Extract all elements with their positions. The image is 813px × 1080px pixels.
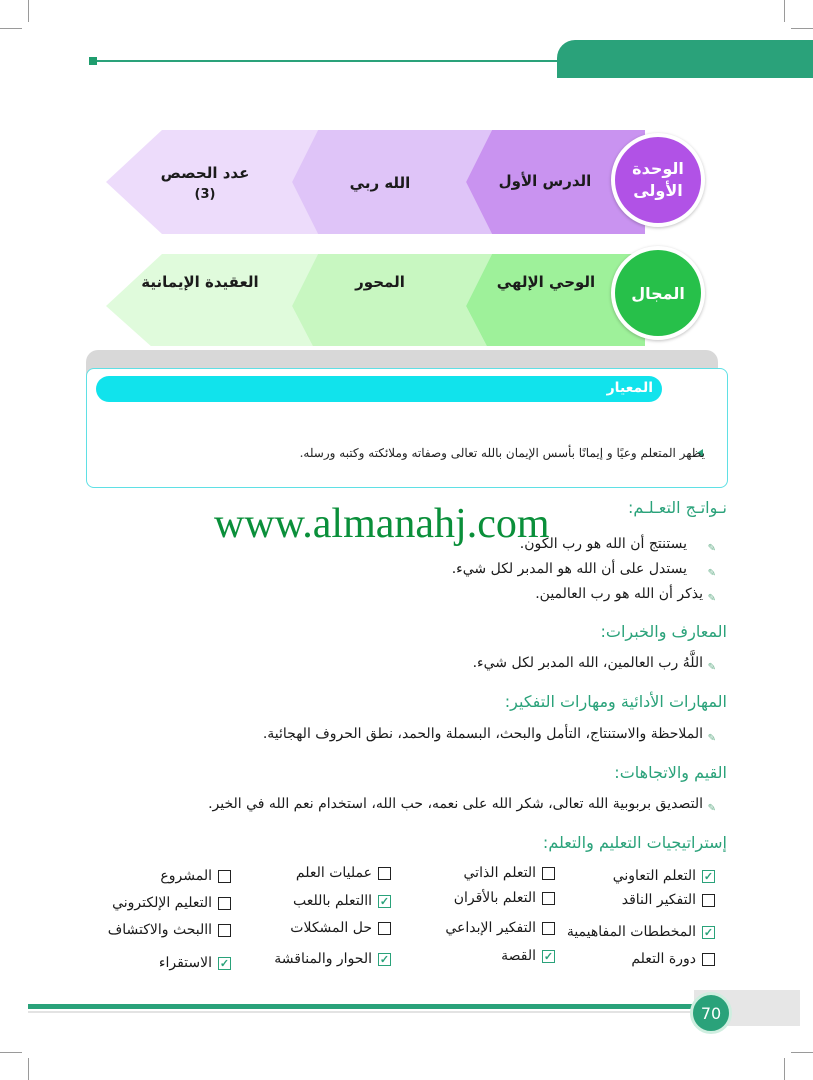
check-icon: ✓: [219, 956, 230, 970]
strategy-checkbox[interactable]: [296, 865, 391, 881]
values-heading: القيم والاتجاهات:: [614, 763, 727, 782]
checkbox-empty-icon: [218, 924, 231, 937]
crop-mark: [784, 1058, 785, 1080]
checkbox-empty-icon: [218, 897, 231, 910]
pencil-icon: ✎: [707, 543, 716, 554]
strategy-label: القصة: [501, 948, 536, 964]
crop-mark: [791, 28, 813, 29]
strategy-checkbox[interactable]: [112, 895, 231, 911]
check-icon: ✓: [379, 952, 390, 966]
values-text: التصديق بربوبية الله تعالى، شكر الله على نعمه، حب الله، استخدام نعم الله في الخير.: [208, 796, 703, 812]
unit-circle: [611, 133, 705, 227]
strategy-checkbox[interactable]: [613, 868, 715, 884]
strategy-checkbox[interactable]: [501, 948, 555, 964]
strategy-checkbox[interactable]: [108, 922, 231, 938]
outcomes-heading: نـواتـج التعـلـم:: [628, 498, 727, 517]
strategy-checkbox[interactable]: [290, 920, 391, 936]
domain-label: المجال: [631, 283, 685, 303]
crop-mark: [791, 1052, 813, 1053]
knowledge-heading: المعارف والخبرات:: [600, 622, 727, 641]
strategy-checkbox[interactable]: [445, 920, 555, 936]
strategy-label: التعليم الإلكتروني: [112, 895, 212, 911]
strategy-label: دورة التعلم: [631, 951, 696, 967]
strategy-label: االتعلم باللعب: [293, 893, 372, 909]
knowledge-text: اللَّهُ رب العالمين، الله المدبر لكل شيء.: [472, 655, 703, 671]
header-dot: [89, 57, 97, 65]
outcome-item: يستنتج أن الله هو رب الكون.: [519, 536, 687, 552]
lesson-label: الدرس الأول: [498, 172, 592, 190]
checkbox-empty-icon: [542, 867, 555, 880]
page-number: 70: [690, 992, 732, 1034]
unit-line1: الوحدة: [632, 159, 684, 178]
checkbox-empty-icon: [378, 867, 391, 880]
check-icon: ✓: [379, 894, 390, 908]
strategy-label: المشروع: [160, 868, 212, 884]
strategy-label: المخططات المفاهيمية: [566, 924, 696, 940]
strategy-label: عمليات العلم: [295, 865, 372, 881]
strategy-checkbox[interactable]: [159, 955, 231, 971]
checkbox-empty-icon: [218, 870, 231, 883]
footer-line-light: [28, 1011, 693, 1013]
crop-mark: [28, 0, 29, 22]
chevron-axis: [106, 254, 318, 346]
strategy-checkbox[interactable]: [631, 951, 715, 967]
crop-mark: [0, 28, 22, 29]
axis-value: العقيدة الإيمانية: [141, 273, 259, 291]
strategy-checkbox[interactable]: [293, 893, 391, 909]
chevron-axis-label: [292, 254, 492, 346]
pencil-icon: ✎: [707, 662, 716, 673]
strategy-label: التفكير الناقد: [621, 892, 696, 908]
crop-mark: [0, 1052, 22, 1053]
domain-value: الوحي الإلهي: [496, 273, 596, 291]
strategy-checkbox[interactable]: [567, 924, 715, 940]
strategy-checkbox[interactable]: [160, 868, 231, 884]
strategy-checkbox[interactable]: [622, 892, 715, 908]
skills-heading: المهارات الأدائية ومهارات التفكير:: [504, 692, 727, 711]
periods-value: (3): [194, 187, 216, 202]
skills-text: الملاحظة والاستنتاج، التأمل والبحث، البسملة والحمد، نطق الحروف الهجائية.: [262, 726, 703, 742]
check-icon: ✓: [703, 869, 714, 883]
strategy-label: الحوار والمناقشة: [274, 951, 372, 967]
strategy-label: الاستقراء: [158, 955, 212, 971]
checkbox-empty-icon: [542, 922, 555, 935]
strategy-label: التفكير الإبداعي: [445, 920, 536, 936]
pencil-icon: ✎: [707, 593, 716, 604]
check-icon: ✓: [703, 925, 714, 939]
axis-label: المحور: [355, 273, 405, 291]
pencil-icon: ✎: [707, 733, 716, 744]
checkbox-empty-icon: [702, 953, 715, 966]
strategy-label: التعلم الذاتي: [463, 865, 536, 881]
check-icon: ✓: [543, 949, 554, 963]
pencil-icon: ✎: [707, 803, 716, 814]
strategy-checkbox[interactable]: [464, 865, 556, 881]
strategy-label: حل المشكلات: [290, 920, 372, 936]
strategy-label: التعلم بالأقران: [453, 890, 536, 906]
crop-mark: [28, 1058, 29, 1080]
standard-title: المعيار: [606, 380, 653, 396]
header-tab: [557, 40, 813, 78]
periods-label: عدد الحصص: [160, 164, 250, 182]
lesson-title: الله ربي: [349, 174, 411, 192]
strategy-label: التعلم التعاوني: [612, 868, 696, 884]
strategy-checkbox[interactable]: [454, 890, 555, 906]
periods-block: [140, 162, 270, 206]
checkbox-empty-icon: [542, 892, 555, 905]
strategy-checkbox[interactable]: [274, 951, 391, 967]
strategies-heading: إستراتيجيات التعليم والتعلم:: [542, 833, 727, 852]
header-line: [96, 60, 558, 62]
domain-circle: [611, 246, 705, 340]
checkbox-empty-icon: [378, 922, 391, 935]
footer-line: [28, 1004, 693, 1009]
unit-line2: الأولى: [633, 181, 683, 200]
strategy-label: االبحث والاكتشاف: [107, 922, 212, 938]
standard-text: يظهر المتعلم وعيًا و إيمانًا بأسس الإيمان بالله تعالى وصفاته وملائكته وكتبه ورسله.: [299, 446, 705, 460]
outcome-item: يستدل على أن الله هو المدبر لكل شيء.: [451, 561, 687, 577]
pencil-icon: ✎: [707, 568, 716, 579]
outcome-item: يذكر أن الله هو رب العالمين.: [535, 586, 703, 602]
crop-mark: [784, 0, 785, 22]
watermark: www.almanahj.com: [214, 501, 550, 547]
checkbox-empty-icon: [702, 894, 715, 907]
standard-bar: [96, 376, 662, 402]
